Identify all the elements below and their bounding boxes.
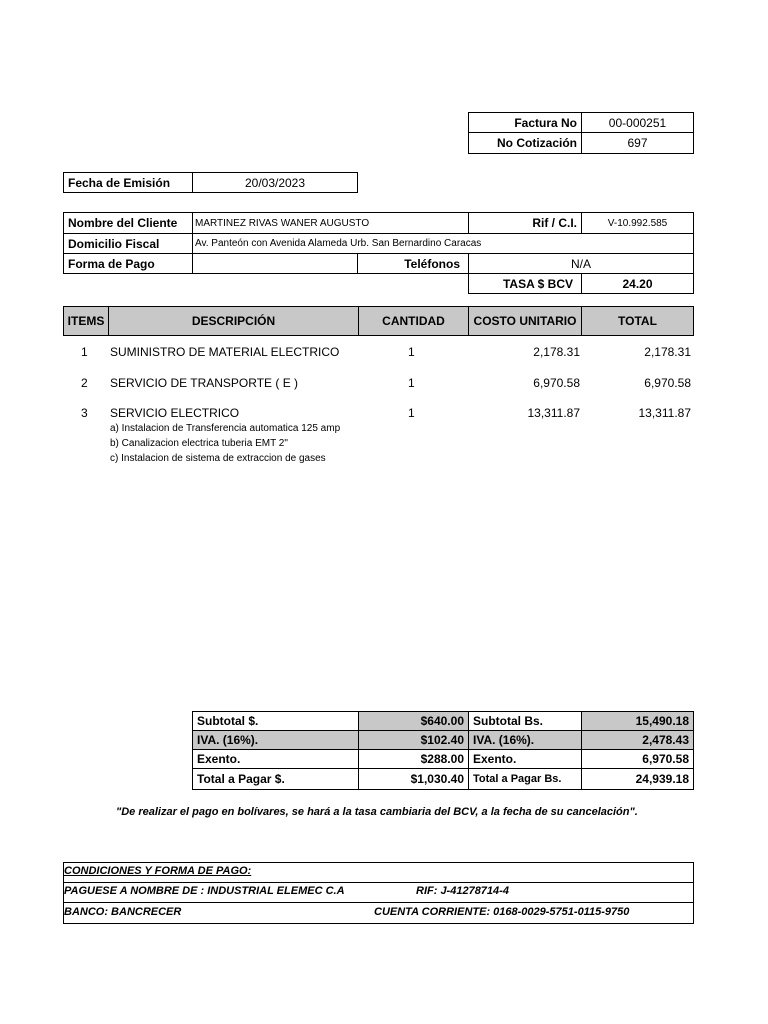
nombre-value: MARTINEZ RIVAS WANER AUGUSTO: [192, 212, 469, 234]
divider: [63, 882, 694, 883]
cotizacion-label: No Cotización: [468, 132, 582, 154]
factura-label: Factura No: [468, 112, 582, 133]
exento-usd-label: Exento.: [192, 749, 359, 769]
forma-pago-label: Forma de Pago: [63, 253, 193, 274]
total-bs-label: Total a Pagar Bs.: [468, 768, 582, 790]
paguese-text: PAGUESE A NOMBRE DE : INDUSTRIAL ELEMEC C.A: [64, 885, 345, 897]
subtotal-bs-label: Subtotal Bs.: [468, 711, 582, 731]
rif-text: RIF: J-41278714-4: [416, 885, 509, 897]
tasa-label: TASA $ BCV: [468, 273, 582, 294]
fecha-value: 20/03/2023: [192, 172, 358, 193]
header-items: ITEMS: [63, 306, 109, 336]
cuenta-text: CUENTA CORRIENTE: 0168-0029-5751-0115-9750: [374, 906, 630, 918]
nombre-label: Nombre del Cliente: [63, 212, 193, 234]
iva-usd-label: IVA. (16%).: [192, 730, 359, 750]
header-costo-unitario: COSTO UNITARIO: [468, 306, 582, 336]
row-quantity: 1: [408, 376, 415, 390]
total-bs-value: 24,939.18: [581, 768, 694, 790]
header-descripcion: DESCRIPCIÓN: [108, 306, 359, 336]
iva-bs-label: IVA. (16%).: [468, 730, 582, 750]
row-description: SUMINISTRO DE MATERIAL ELECTRICO: [110, 345, 340, 359]
subtotal-usd-label: Subtotal $.: [192, 711, 359, 731]
payment-note: "De realizar el pago en bolívares, se hará a la tasa cambiaria del BCV, a la fecha de su cancelación".: [116, 806, 638, 818]
subtotal-usd-value: $640.00: [358, 711, 469, 731]
domicilio-label: Domicilio Fiscal: [63, 233, 193, 254]
rif-label: Rif / C.I.: [468, 212, 582, 234]
row-subitem: b) Canalizacion electrica tuberia EMT 2": [110, 438, 288, 449]
row-unit-cost: 13,311.87: [527, 406, 580, 420]
conditions-title: CONDICIONES Y FORMA DE PAGO:: [64, 865, 252, 877]
row-subitem: a) Instalacion de Transferencia automatica 125 amp: [110, 423, 341, 434]
telefonos-value: N/A: [468, 253, 694, 274]
row-quantity: 1: [408, 406, 415, 420]
row-item: 2: [81, 376, 88, 390]
rif-value: V-10.992.585: [581, 212, 694, 234]
factura-value: 00-000251: [581, 112, 694, 133]
row-total: 13,311.87: [638, 406, 691, 420]
row-total: 2,178.31: [644, 345, 691, 359]
total-usd-label: Total a Pagar $.: [192, 768, 359, 790]
row-quantity: 1: [408, 345, 415, 359]
exento-bs-label: Exento.: [468, 749, 582, 769]
iva-bs-value: 2,478.43: [581, 730, 694, 750]
row-subitem: c) Instalacion de sistema de extraccion de gases: [110, 453, 326, 464]
exento-bs-value: 6,970.58: [581, 749, 694, 769]
subtotal-bs-value: 15,490.18: [581, 711, 694, 731]
row-unit-cost: 6,970.58: [533, 376, 580, 390]
banco-text: BANCO: BANCRECER: [64, 906, 182, 918]
domicilio-value: Av. Panteón con Avenida Alameda Urb. San Bernardino Caracas: [192, 233, 694, 254]
iva-usd-value: $102.40: [358, 730, 469, 750]
forma-pago-value: [192, 253, 358, 274]
row-total: 6,970.58: [644, 376, 691, 390]
telefonos-label: Teléfonos: [357, 253, 469, 274]
fecha-label: Fecha de Emisión: [63, 172, 193, 193]
header-total: TOTAL: [581, 306, 694, 336]
row-unit-cost: 2,178.31: [533, 345, 580, 359]
row-description: SERVICIO DE TRANSPORTE ( E ): [110, 376, 299, 390]
row-item: 1: [81, 345, 88, 359]
divider: [63, 902, 694, 903]
total-usd-value: $1,030.40: [358, 768, 469, 790]
header-cantidad: CANTIDAD: [358, 306, 469, 336]
cotizacion-value: 697: [581, 132, 694, 154]
row-item: 3: [81, 406, 88, 420]
exento-usd-value: $288.00: [358, 749, 469, 769]
row-description: SERVICIO ELECTRICO: [110, 406, 240, 420]
tasa-value: 24.20: [581, 273, 694, 294]
